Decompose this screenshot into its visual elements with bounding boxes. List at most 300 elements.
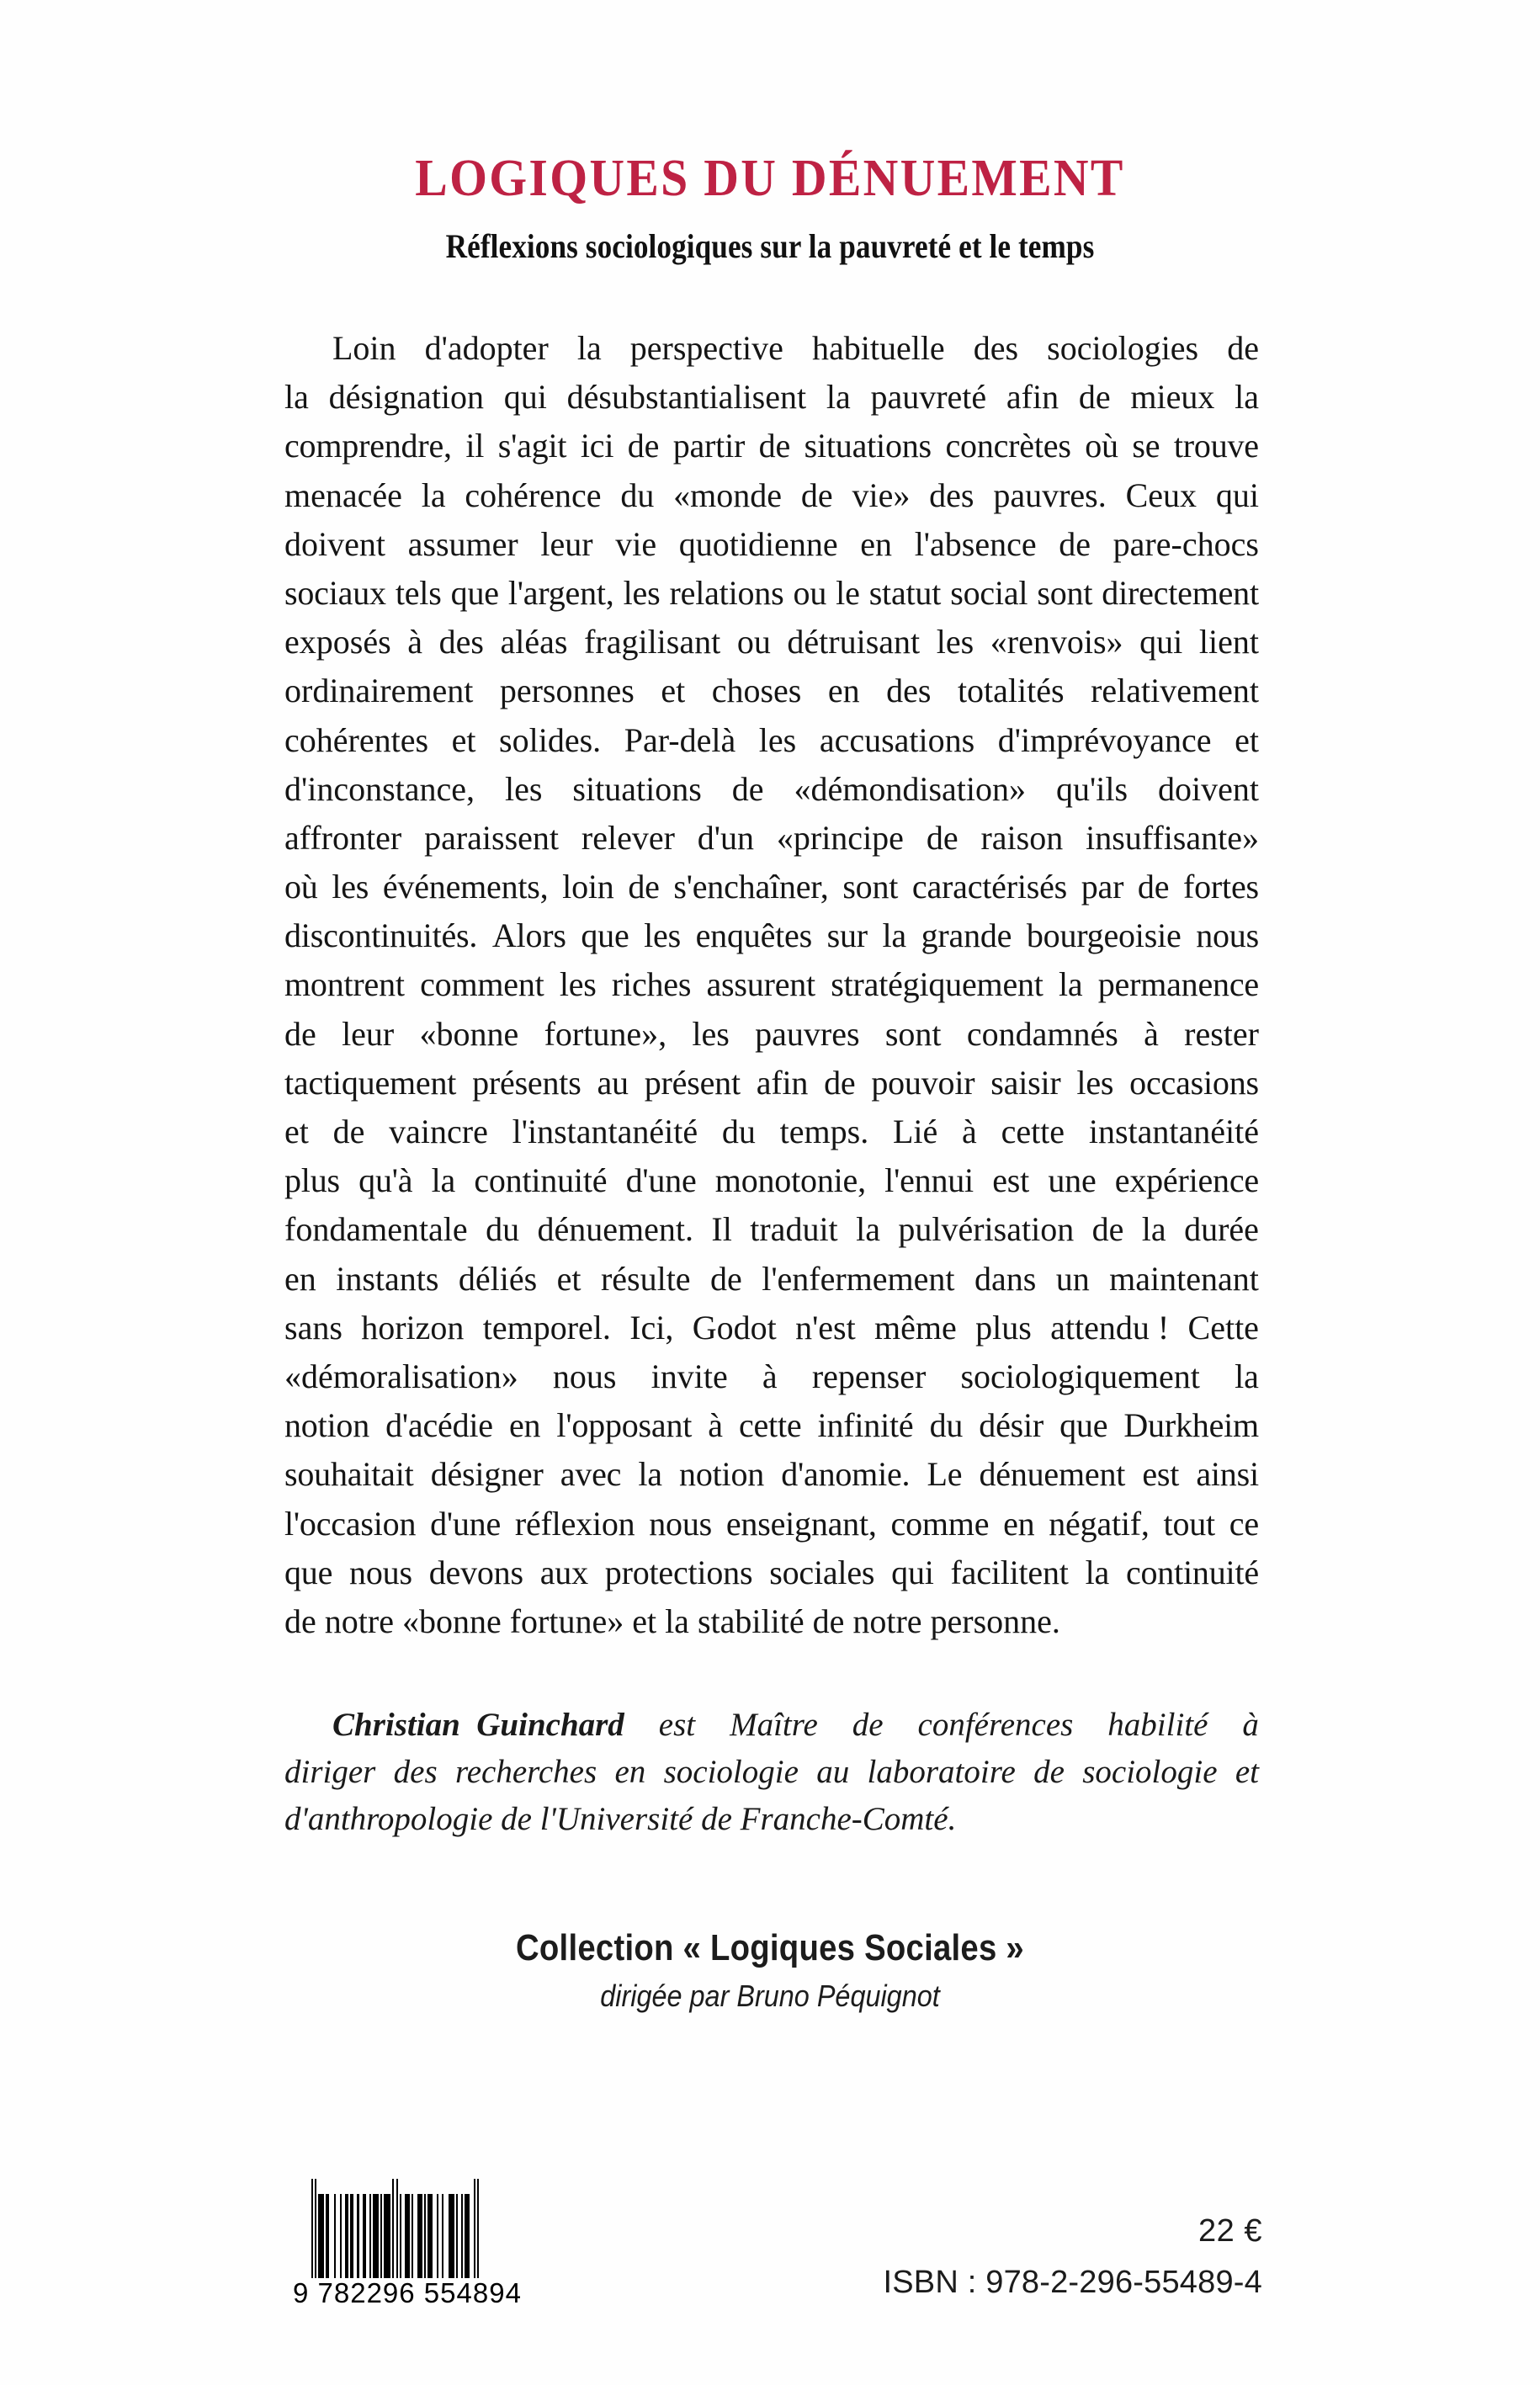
isbn-block — [883, 2213, 1262, 2301]
blurb-word: relever — [581, 818, 675, 857]
blurb-word: repenser — [811, 1357, 927, 1395]
blurb-word: en — [827, 672, 860, 710]
blurb-word: sont — [1037, 573, 1093, 612]
blurb-word: déliés — [458, 1259, 538, 1298]
blurb-word: pauvreté — [870, 378, 987, 417]
blurb-line — [284, 814, 1259, 863]
blurb-line — [284, 324, 1259, 373]
blurb-word: Par-delà — [624, 720, 736, 759]
blurb-word: condamnés — [966, 1014, 1118, 1053]
blurb-word: Il — [711, 1210, 732, 1249]
blurb-word: et — [1235, 720, 1259, 759]
blurb-word: de — [800, 475, 833, 514]
blurb-word: qu'à — [358, 1161, 413, 1200]
blurb-word: insuffisante» — [1086, 818, 1259, 857]
blurb-word: où — [284, 868, 318, 906]
blurb-word: statut — [868, 573, 942, 612]
blurb-word: que — [284, 1553, 333, 1591]
blurb-word: Loin — [332, 329, 396, 367]
blurb-word: grande — [921, 916, 1012, 955]
blurb-word: permanence — [1097, 965, 1259, 1004]
blurb-word: affronter — [284, 818, 402, 857]
author-note-word: diriger — [284, 1754, 376, 1790]
blurb-word: la — [284, 378, 309, 417]
blurb-word: de — [758, 427, 791, 465]
blurb-word: comprendre, — [284, 427, 452, 465]
blurb-line — [284, 1255, 1259, 1304]
blurb-word: du — [929, 1406, 964, 1445]
blurb-word: l'ennui — [884, 1161, 974, 1200]
blurb-word: sociologiquement — [960, 1357, 1200, 1395]
author-note-word: recherches — [454, 1754, 597, 1790]
blurb-word: comme — [890, 1504, 990, 1543]
blurb-word: qui — [891, 1553, 934, 1591]
blurb-word: nous — [649, 1504, 713, 1543]
blurb-word: social — [950, 573, 1028, 612]
blurb-word: les — [623, 573, 661, 612]
blurb-word: solides. — [499, 720, 602, 759]
blurb-word: désignation — [328, 378, 485, 417]
collection-block — [0, 1927, 1540, 2014]
blurb-word: qu'ils — [1056, 769, 1128, 808]
author-note-word: et — [1235, 1754, 1259, 1790]
blurb-word: la — [1059, 965, 1083, 1004]
author-note-word: des — [393, 1754, 438, 1790]
blurb-word: «démondisation» — [794, 769, 1027, 808]
blurb-word: occasions — [1129, 1063, 1259, 1102]
blurb-word: il — [465, 427, 485, 465]
blurb-word: sans — [284, 1308, 343, 1347]
blurb-word: expérience — [1114, 1161, 1259, 1200]
blurb-word: fragilisant — [584, 623, 721, 661]
blurb-word: relativement — [1091, 672, 1259, 710]
blurb-word: pauvres. — [993, 475, 1107, 514]
blurb-word: discontinuités. — [284, 916, 478, 955]
blurb-word: fondamentale — [284, 1210, 468, 1249]
blurb-word: concrètes — [945, 427, 1071, 465]
blurb-word: la — [576, 329, 602, 367]
blurb-word: l'argent, — [507, 573, 614, 612]
blurb-word: relations — [669, 573, 784, 612]
author-note-word: est — [658, 1707, 696, 1743]
blurb-word: Cette — [1187, 1308, 1259, 1347]
blurb-word: désir — [979, 1406, 1044, 1445]
blurb-word: du — [486, 1210, 520, 1249]
blurb-word: que — [450, 573, 499, 612]
blurb-word: les — [692, 1014, 730, 1053]
blurb-word: à — [708, 1406, 723, 1445]
blurb-line: de notre «bonne fortune» et la stabilité de notre personne. — [284, 1602, 1060, 1640]
blurb-word: menacée — [284, 475, 402, 514]
blurb-word: choses — [711, 672, 802, 710]
blurb-line — [284, 618, 1259, 667]
blurb-word: ici — [580, 427, 614, 465]
blurb-word: un — [1055, 1259, 1090, 1298]
blurb-line — [284, 1401, 1259, 1450]
author-note-word: sociologie — [663, 1754, 799, 1790]
blurb-word: de — [1091, 1210, 1124, 1249]
blurb-word: une — [1048, 1161, 1097, 1200]
blurb-word: la — [421, 475, 446, 514]
blurb-word: à — [1144, 1014, 1159, 1053]
blurb-word: la — [856, 1210, 880, 1249]
blurb-word: à — [407, 623, 422, 661]
blurb-word: Lié — [892, 1113, 938, 1150]
blurb-word: protections — [604, 1553, 753, 1591]
author-note-word: de — [1033, 1754, 1065, 1790]
blurb-word: en — [508, 1406, 541, 1445]
blurb-word: les — [559, 965, 597, 1004]
blurb-word: événements, — [382, 868, 549, 906]
blurb-word: assurent — [706, 965, 815, 1004]
blurb-word: bourgeoisie — [1026, 916, 1182, 955]
blurb-word: continuité — [474, 1161, 608, 1200]
blurb-word: où — [1085, 427, 1118, 465]
author-note-line — [284, 1749, 1259, 1796]
blurb-line — [284, 1304, 1259, 1352]
collection-title: Collection « Logiques Sociales » — [516, 1927, 1024, 1968]
blurb-word: et — [661, 672, 686, 710]
blurb-word: est — [1142, 1455, 1180, 1494]
barcode-digits: 9 782296 554894 — [293, 2277, 522, 2308]
blurb-word: pauvres — [755, 1014, 860, 1053]
blurb-word: doivent — [1158, 769, 1259, 808]
author-note-line: d'anthropologie de l'Université de Franche-Comté. — [284, 1801, 957, 1837]
blurb-word: habituelle — [811, 329, 945, 367]
blurb-word: désigner — [430, 1455, 544, 1494]
blurb-line — [284, 373, 1259, 422]
blurb-word: la — [826, 378, 851, 417]
blurb-word: «renvois» — [990, 623, 1123, 661]
blurb-word: riches — [611, 965, 692, 1004]
blurb-word: la — [638, 1455, 662, 1494]
blurb-word: des — [886, 672, 932, 710]
blurb-word: d'anomie. — [781, 1455, 911, 1494]
blurb-word: situations — [572, 769, 702, 808]
blurb-word: paraissent — [424, 818, 560, 857]
blurb-word: du — [620, 475, 655, 514]
blurb-line — [284, 1010, 1259, 1059]
blurb-word: raison — [980, 818, 1064, 857]
blurb-word: sociales — [769, 1553, 875, 1591]
blurb-word: les — [1076, 1063, 1114, 1102]
author-note-word: conférences — [917, 1707, 1074, 1743]
blurb-word: par — [1081, 868, 1124, 906]
blurb-word: plus — [284, 1161, 340, 1200]
blurb-word: notion — [284, 1406, 370, 1445]
author-note-word: en — [614, 1754, 646, 1790]
blurb-word: qui — [503, 378, 547, 417]
barcode-bar — [477, 2179, 479, 2278]
blurb-word: sociaux — [284, 573, 386, 612]
blurb-paragraph — [284, 324, 1259, 1646]
blurb-word: caractérisés — [911, 868, 1068, 906]
blurb-word: exposés — [284, 623, 391, 661]
blurb-word: maintenant — [1109, 1259, 1259, 1298]
blurb-word: ou — [793, 573, 827, 612]
author-note-word: au — [816, 1754, 850, 1790]
author-name: Christian Guinchard — [332, 1707, 624, 1743]
blurb-word: trouve — [1173, 427, 1259, 465]
blurb-word: qui — [1215, 475, 1259, 514]
blurb-word: enquêtes — [695, 916, 812, 955]
blurb-word: des — [438, 623, 484, 661]
author-note-word: Maître — [730, 1707, 818, 1743]
barcode-bars — [311, 2179, 571, 2278]
blurb-word: temps. — [779, 1113, 869, 1150]
blurb-word: aléas — [500, 623, 568, 661]
blurb-word: loin — [562, 868, 614, 906]
blurb-word: infinité — [817, 1406, 914, 1445]
blurb-word: et — [284, 1113, 309, 1150]
page-title: LOGIQUES DU DÉNUEMENT — [415, 150, 1125, 207]
blurb-line — [284, 1450, 1259, 1499]
blurb-word: de — [926, 818, 959, 857]
blurb-word: la — [882, 916, 906, 955]
blurb-word: avec — [560, 1455, 622, 1494]
blurb-word: de — [284, 1014, 316, 1053]
blurb-word: assumer — [407, 524, 518, 563]
blurb-word: cohérence — [465, 475, 602, 514]
blurb-word: l'absence — [914, 524, 1037, 563]
blurb-word: le — [836, 573, 860, 612]
blurb-word: même — [874, 1308, 957, 1347]
blurb-word: accusations — [819, 720, 975, 759]
blurb-line — [284, 911, 1259, 960]
blurb-word: comment — [420, 965, 544, 1004]
blurb-word: facilitent — [950, 1553, 1069, 1591]
blurb-word: afin — [756, 1063, 809, 1102]
barcode — [293, 2179, 571, 2309]
blurb-word: les — [936, 623, 974, 661]
blurb-word: nous — [552, 1357, 617, 1395]
blurb-word: nous — [349, 1553, 412, 1591]
blurb-line — [284, 667, 1259, 715]
blurb-word: l'opposant — [556, 1406, 693, 1445]
blurb-word: traduit — [750, 1210, 838, 1249]
blurb-word: lient — [1198, 623, 1259, 661]
title-block — [0, 151, 1540, 266]
blurb-line — [284, 1156, 1259, 1205]
blurb-word: quotidienne — [678, 524, 838, 563]
blurb-word: s'agit — [497, 427, 567, 465]
blurb-word: cette — [1001, 1113, 1065, 1150]
blurb-word: et — [451, 720, 476, 759]
blurb-word: temporel. — [482, 1308, 611, 1347]
blurb-word: d'imprévoyance — [997, 720, 1212, 759]
blurb-word: ordinairement — [284, 672, 474, 710]
blurb-word: qui — [1139, 623, 1183, 661]
blurb-word: l'occasion — [284, 1504, 417, 1543]
blurb-word: d'acédie — [385, 1406, 493, 1445]
blurb-word: de — [1059, 524, 1091, 563]
blurb-word: et — [556, 1259, 581, 1298]
blurb-word: Le — [927, 1455, 963, 1494]
blurb-word: sur — [826, 916, 868, 955]
blurb-word: fortes — [1182, 868, 1259, 906]
blurb-line — [284, 520, 1259, 569]
blurb-line — [284, 960, 1259, 1009]
blurb-word: dénuement. — [537, 1210, 693, 1249]
blurb-word: devons — [428, 1553, 523, 1591]
blurb-word: négatif, — [1049, 1504, 1150, 1543]
blurb-word: notion — [679, 1455, 765, 1494]
blurb-word: désubstantialisent — [566, 378, 807, 417]
blurb-word: est — [992, 1161, 1030, 1200]
blurb-word: présents — [472, 1063, 581, 1102]
blurb-word: personnes — [499, 672, 635, 710]
blurb-line — [284, 1548, 1259, 1597]
blurb-word: ou — [736, 623, 771, 661]
blurb-word: d'un — [697, 818, 754, 857]
blurb-word: partir — [672, 427, 746, 465]
blurb-line — [284, 1059, 1259, 1108]
blurb-word: totalités — [957, 672, 1065, 710]
blurb-word: invite — [651, 1357, 728, 1395]
blurb-word: d'une — [430, 1504, 502, 1543]
footer — [0, 2141, 1540, 2309]
blurb-line — [284, 471, 1259, 520]
blurb-word: Ceux — [1125, 475, 1197, 514]
blurb-word: montrent — [284, 965, 405, 1004]
blurb-word: nous — [1196, 916, 1259, 955]
blurb-word: «principe — [776, 818, 904, 857]
blurb-line — [284, 765, 1259, 814]
collection-director: dirigée par Bruno Péquignot — [600, 1979, 940, 2013]
blurb-word: afin — [1006, 378, 1059, 417]
blurb-word: mieux — [1130, 378, 1215, 417]
blurb-word: pare-chocs — [1113, 524, 1259, 563]
blurb-word: de — [1227, 329, 1259, 367]
author-note — [284, 1702, 1259, 1843]
blurb-word: fortune», — [544, 1014, 667, 1053]
blurb-word: d'une — [625, 1161, 697, 1200]
blurb-word: Godot — [692, 1308, 777, 1347]
author-note-word: sociologie — [1082, 1754, 1218, 1790]
blurb-word: saisir — [990, 1063, 1061, 1102]
blurb-word: situations — [804, 427, 932, 465]
blurb-word: pouvoir — [871, 1063, 975, 1102]
blurb-word: de — [710, 1259, 742, 1298]
blurb-line — [284, 569, 1259, 618]
isbn: ISBN : 978-2-296-55489-4 — [883, 2265, 1262, 2300]
blurb-word: souhaitait — [284, 1455, 414, 1494]
blurb-word: les — [332, 868, 369, 906]
blurb-line — [284, 863, 1259, 911]
blurb-word: stratégiquement — [831, 965, 1043, 1004]
blurb-word: réflexion — [514, 1504, 635, 1543]
blurb-line — [284, 716, 1259, 765]
blurb-word: la — [1141, 1210, 1166, 1249]
blurb-word: se — [1132, 427, 1160, 465]
blurb-word: la — [1085, 1553, 1110, 1591]
blurb-word: de — [824, 1063, 856, 1102]
blurb-word: sont — [842, 868, 899, 906]
blurb-word: les — [644, 916, 681, 955]
blurb-word: dans — [974, 1259, 1037, 1298]
blurb-line — [284, 1500, 1259, 1548]
blurb-word: ce — [1229, 1504, 1259, 1543]
blurb-word: enseignant, — [725, 1504, 877, 1543]
author-note-word: à — [1242, 1707, 1259, 1743]
blurb-word: instantanéité — [1088, 1113, 1259, 1150]
author-note-line — [284, 1702, 1259, 1749]
blurb-word: de — [731, 769, 764, 808]
blurb-word: l'enfermement — [762, 1259, 955, 1298]
blurb-word: d'adopter — [424, 329, 549, 367]
blurb-word: sociologies — [1047, 329, 1199, 367]
blurb-word: à — [962, 1113, 977, 1150]
blurb-word: plus — [975, 1308, 1032, 1347]
blurb-line — [284, 1205, 1259, 1254]
blurb-word: résulte — [600, 1259, 691, 1298]
blurb-word: la — [1235, 378, 1259, 417]
blurb-word: l'instantanéité — [512, 1113, 698, 1150]
blurb-word: cohérentes — [284, 720, 429, 759]
author-note-word: de — [852, 1707, 884, 1743]
blurb-word: les — [758, 720, 797, 759]
blurb-word: n'est — [795, 1308, 856, 1347]
blurb-word: la — [431, 1161, 456, 1200]
blurb-word: aux — [539, 1553, 588, 1591]
blurb-word: attendu ! — [1050, 1308, 1170, 1347]
blurb-word: tels — [395, 573, 442, 612]
page-subtitle: Réflexions sociologiques sur la pauvreté et le temps — [445, 227, 1095, 266]
price: 22 € — [1198, 2213, 1262, 2249]
blurb-word: vaincre — [389, 1113, 488, 1150]
blurb-word: en — [1003, 1504, 1035, 1543]
blurb-word: dénuement — [979, 1455, 1126, 1494]
blurb-word: de — [1078, 378, 1111, 417]
blurb-word: «démoralisation» — [284, 1357, 518, 1395]
blurb-word: que — [1059, 1406, 1108, 1445]
blurb-word: Durkheim — [1123, 1406, 1259, 1445]
blurb-word: rester — [1184, 1014, 1259, 1053]
blurb-word: perspective — [629, 329, 783, 367]
blurb-word: en — [284, 1259, 316, 1298]
blurb-word: horizon — [361, 1308, 465, 1347]
blurb-word: leur — [540, 524, 593, 563]
blurb-word: Alors — [491, 916, 566, 955]
blurb-word: pulvérisation — [898, 1210, 1075, 1249]
blurb-line — [284, 1108, 1259, 1156]
blurb-word: continuité — [1125, 1553, 1259, 1591]
blurb-word: tactiquement — [284, 1063, 457, 1102]
blurb-word: de — [1137, 868, 1170, 906]
blurb-line — [284, 1352, 1259, 1401]
blurb-word: des — [973, 329, 1019, 367]
blurb-word: cette — [738, 1406, 802, 1445]
blurb-word: directement — [1102, 573, 1259, 612]
blurb-word: «monde — [673, 475, 783, 514]
author-note-word: laboratoire — [867, 1754, 1016, 1790]
blurb-word: de — [628, 868, 660, 906]
blurb-word: sont — [884, 1014, 942, 1053]
blurb-word: d'inconstance, — [284, 769, 475, 808]
author-note-word: habilité — [1107, 1707, 1208, 1743]
blurb-word: monotonie, — [714, 1161, 866, 1200]
blurb-word: détruisant — [787, 623, 921, 661]
blurb-word: de — [627, 427, 660, 465]
blurb-word: du — [721, 1113, 756, 1150]
blurb-word: tout — [1163, 1504, 1215, 1543]
blurb-word: leur — [342, 1014, 395, 1053]
blurb-word: de — [332, 1113, 365, 1150]
blurb-word: doivent — [284, 524, 385, 563]
blurb-word: que — [581, 916, 629, 955]
blurb-word: vie — [615, 524, 657, 563]
blurb-word: s'enchaîner, — [673, 868, 829, 906]
